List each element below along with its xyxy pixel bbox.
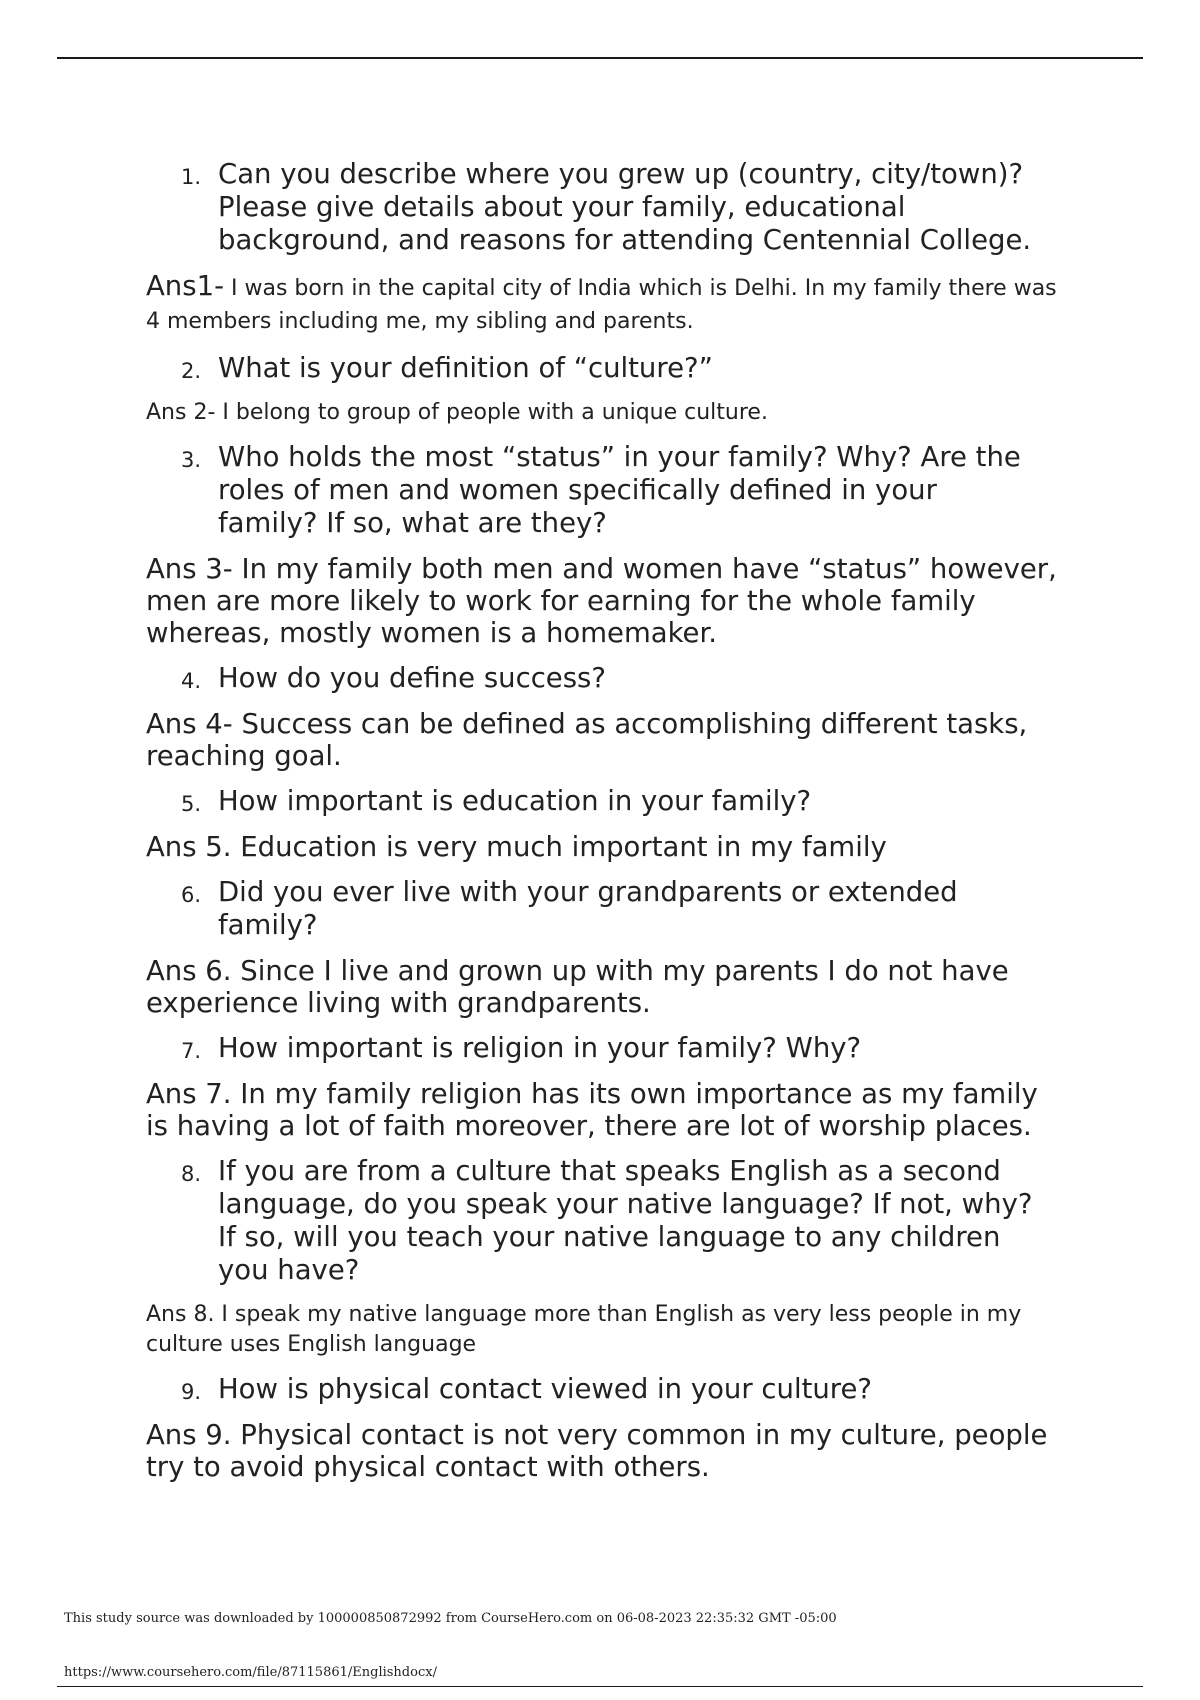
answer-8: Ans 8. I speak my native language more than English as very less people in my culture uses English language — [146, 1302, 1022, 1357]
answer-6: Ans 6. Since I live and grown up with my parents I do not have experience living with grandparents. — [146, 955, 1009, 1019]
answer-2: Ans 2- I belong to group of people with a unique culture. — [146, 400, 768, 425]
question-number: 3. — [181, 448, 202, 472]
question-text: Can you describe where you grew up (country, city/town)? Please give details about your family, educational background, and reasons for attending Centennial College. — [218, 158, 1032, 256]
question-1 — [146, 158, 1066, 257]
question-6 — [146, 876, 1066, 942]
answer-label: Ans1- — [146, 270, 224, 302]
question-text: If you are from a culture that speaks English as a second language, do you speak your native language? If not, why? If so, will you teach your native language to any children you have? — [218, 1155, 1033, 1286]
question-9 — [146, 1373, 1066, 1406]
question-text: Did you ever live with your grandparents or extended family? — [218, 876, 958, 941]
question-text: How important is religion in your family? Why? — [218, 1032, 862, 1064]
answer-5: Ans 5. Education is very much important in my family — [146, 831, 887, 863]
question-text: How is physical contact viewed in your culture? — [218, 1373, 873, 1405]
question-number: 9. — [181, 1380, 202, 1404]
top-rule — [57, 57, 1143, 59]
question-number: 2. — [181, 359, 202, 383]
question-number: 1. — [181, 165, 202, 189]
footer-source-note: This study source was downloaded by 100000850872992 from CourseHero.com on 06-08-2023 22:35:32 GMT -05:00 — [64, 1611, 837, 1626]
question-text: Who holds the most “status” in your family? Why? Are the roles of men and women specifically defined in your family? If so, what are they? — [218, 441, 1021, 539]
answer-9: Ans 9. Physical contact is not very common in my culture, people try to avoid physical contact with others. — [146, 1419, 1048, 1483]
answer-4: Ans 4- Success can be defined as accomplishing different tasks, reaching goal. — [146, 708, 1028, 772]
question-2 — [146, 352, 1066, 385]
question-text: How important is education in your family? — [218, 785, 812, 817]
question-number: 8. — [181, 1162, 202, 1186]
question-7 — [146, 1032, 1066, 1065]
question-number: 7. — [181, 1039, 202, 1063]
question-3 — [146, 441, 1066, 540]
question-number: 6. — [181, 883, 202, 907]
answer-text: I was born in the capital city of India which is Delhi. In my family there was 4 members including me, my sibling and parents. — [146, 276, 1057, 334]
answer-7: Ans 7. In my family religion has its own importance as my family is having a lot of faith moreover, there are lot of worship places. — [146, 1078, 1038, 1142]
question-4 — [146, 662, 1066, 695]
question-text: What is your definition of “culture?” — [218, 352, 713, 384]
bottom-rule — [57, 1686, 1143, 1687]
answer-1 — [146, 270, 1066, 339]
answer-3: Ans 3- In my family both men and women have “status” however, men are more likely to work for earning for the whole family whereas, mostly women is a homemaker. — [146, 553, 1057, 649]
question-8 — [146, 1155, 1066, 1287]
document-body — [146, 158, 1066, 1496]
footer-url[interactable]: https://www.coursehero.com/file/87115861/Englishdocx/ — [64, 1665, 437, 1680]
question-5 — [146, 785, 1066, 818]
question-text: How do you define success? — [218, 662, 606, 694]
question-number: 5. — [181, 792, 202, 816]
question-number: 4. — [181, 669, 202, 693]
